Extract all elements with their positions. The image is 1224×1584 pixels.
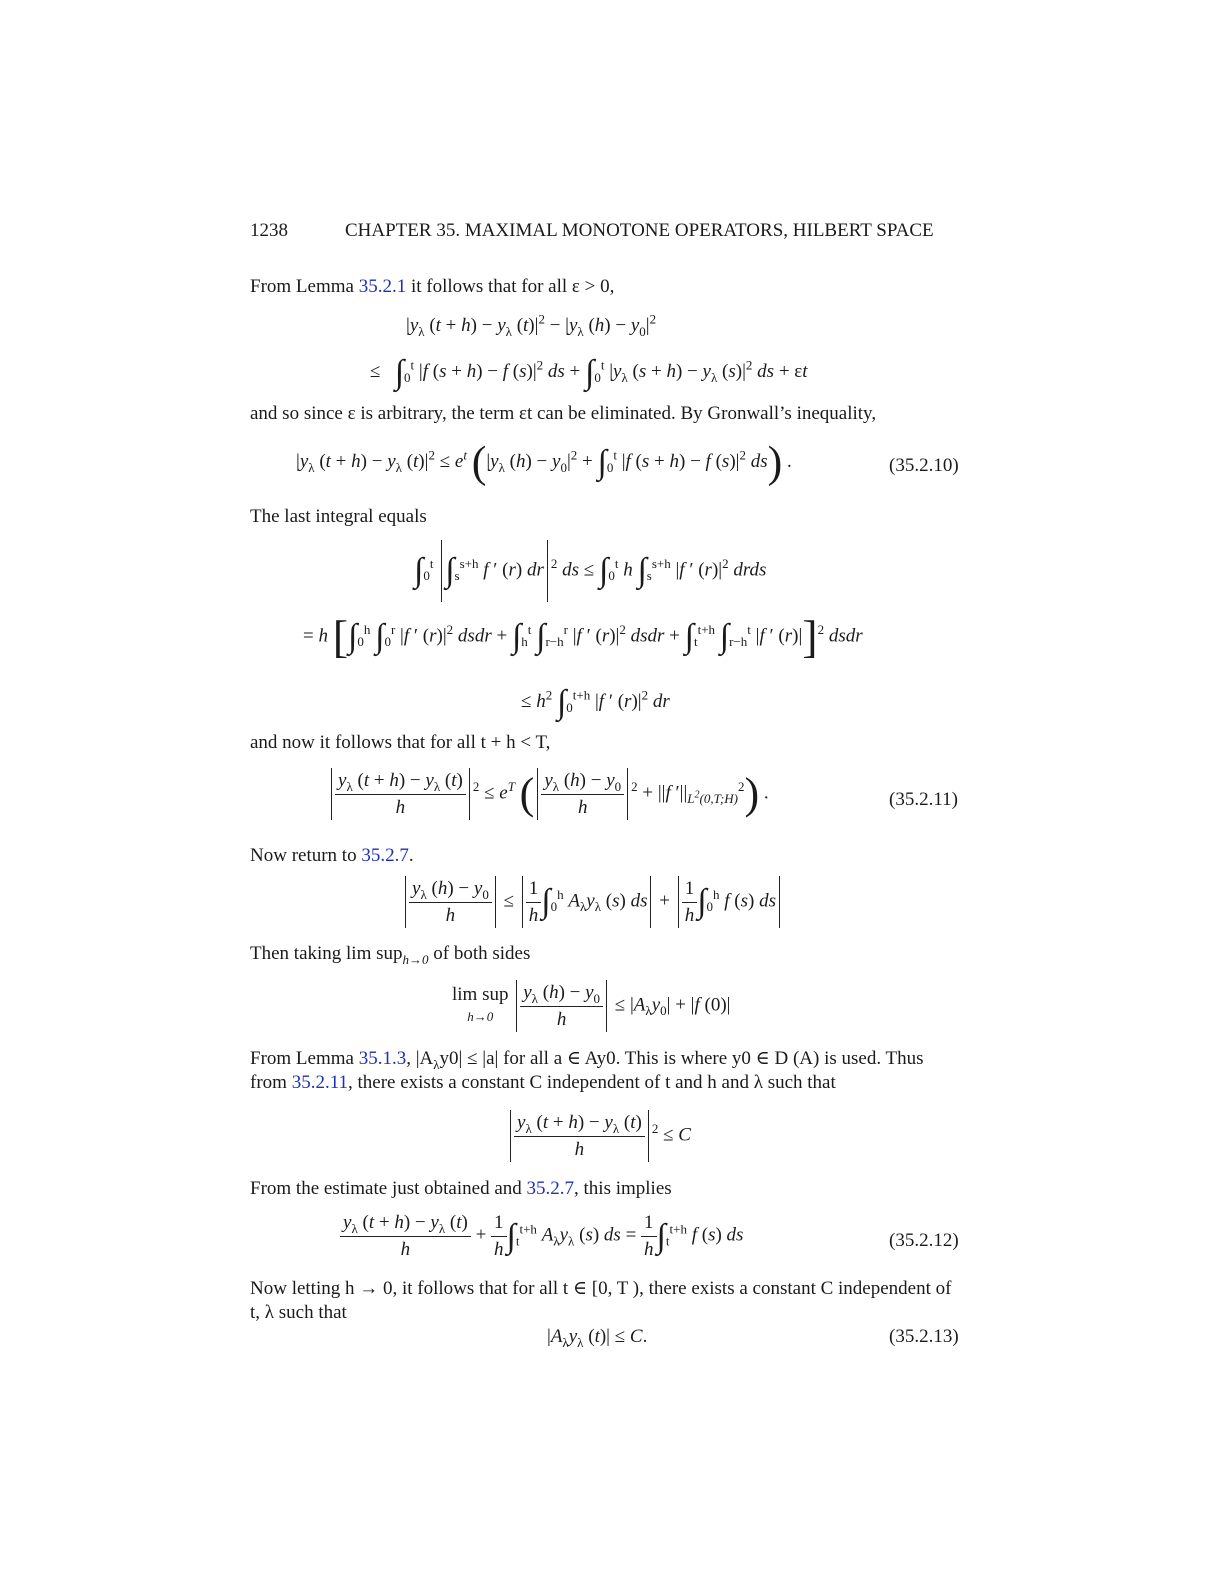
text-span: From Lemma (250, 1048, 359, 1069)
equation-line: = h [$\int_0^h$ $\int_0^r$ |f ′ $(r)|^2$ dsdr + $\int_h^t$ $\int_{r-h}^r$ |f ′ $(r)|^2$ dsdr + $\int_t^{t+h}$ $\int_{r-h}^t$ |f ′ (r)|]$^2$ dsdr (303, 611, 863, 662)
text-span: , |A (406, 1048, 434, 1069)
equation-link[interactable]: 35.2.7 (361, 845, 409, 866)
paragraph-now-follows: and now it follows that for all t + h < T, (250, 732, 551, 753)
equation-line: $\int_0^t$ $\int_s^{s+h}$ f ′ (r) dr $^2$ ds ≤ $\int_0^t$ h $\int_s^{s+h}$ |f ′ $(r)|^2$ drds (414, 540, 766, 602)
paragraph-letting-h: Now letting h → 0, it follows that for all t ∈ [0, T ), there exists a constant C independent of (250, 1278, 952, 1299)
page-number: 1238 (250, 220, 288, 241)
paragraph-lemma-intro (250, 277, 614, 296)
equation-line: ≤ $h^2$ $\int_0^{t+h}$ |f ′ $(r)|^2$ dr (521, 684, 670, 721)
paragraph-return (250, 846, 414, 865)
equation-line: ≤ $\int_0^t$ |f (s + h) − f $(s)|^2$ ds + $\int_0^t$ $|y_\lambda$ $(s + h) - y_\lambda$ $(s)|^2$ ds + εt (370, 354, 808, 391)
running-header: CHAPTER 35. MAXIMAL MONOTONE OPERATORS, HILBERT SPACE (345, 220, 934, 241)
equation-line: $\frac{y_\lambda (h) - y_0}{h}$ ≤ $\frac{1}{h}$ $\int_0^h$ $A_\lambda y_\lambda$ (s) ds + $\frac{1}{h}$ $\int_0^h$ f (s) ds (402, 876, 783, 928)
text-span: it follows that for all ε > 0, (406, 276, 615, 297)
text-span: , this implies (574, 1178, 672, 1199)
paragraph-constant (250, 1073, 836, 1092)
equation-link[interactable]: 35.2.11 (291, 1072, 348, 1093)
text-span: of both sides (428, 943, 531, 964)
equation-link[interactable]: 35.2.7 (526, 1178, 575, 1199)
text-span: , there exists a constant C independent of t and h and λ such that (347, 1072, 836, 1093)
text-span: From Lemma (250, 276, 359, 297)
equation-35-2-11: $\frac{y_\lambda (t + h) - y_\lambda (t)}{h}$ $^2 \le e^T$ ( $\frac{y_\lambda (h) - y_0}{h}$ $^2$ + ||f $'||_{L^2(0,T;H)}^2$) . (328, 768, 769, 820)
text-span: Then taking lim sup (250, 943, 403, 964)
paragraph-estimate (250, 1179, 672, 1198)
equation-number: (35.2.12) (889, 1230, 959, 1251)
text-span: . (408, 845, 414, 866)
text-span: From the estimate just obtained and (250, 1178, 527, 1199)
equation-line: $|y_\lambda$ $(t + h) - y_\lambda$ $(t)|^2 - |y_\lambda$ $(h) - y_0|^2$ (406, 311, 657, 339)
equation-35-2-12: $\frac{y_\lambda (t + h) - y_\lambda (t)}{h}$ + $\frac{1}{h}$ $\int_t^{t+h}$ $A_\lambda y_\lambda$ (s) ds = $\frac{1}{h}$ $\int_t^{t+h}$ f (s) ds (340, 1212, 743, 1261)
text-span: y0| ≤ |a| for all a ∈ Ay0. This is where y0 ∈ D (A) is used. Thus (439, 1048, 924, 1069)
text-span: from (250, 1072, 292, 1093)
text-span: h→0 (402, 951, 429, 967)
paragraph-limsup (250, 943, 531, 967)
equation-35-2-13: $|A_\lambda y_\lambda$ (t)| ≤ C. (547, 1326, 648, 1350)
equation-line: lim sup h→0 $\frac{y_\lambda (h) - y_0}{h}$ ≤ $|A_\lambda y_0| + |f$ (0)| (452, 980, 730, 1032)
equation-number: (35.2.11) (889, 789, 958, 810)
paragraph-last-integral: The last integral equals (250, 506, 427, 527)
equation-number: (35.2.13) (889, 1326, 959, 1347)
equation-number: (35.2.10) (889, 455, 959, 476)
text-span: Now return to (250, 845, 362, 866)
equation-line: $\frac{y_\lambda (t + h) - y_\lambda (t)}{h}$ $^2$ ≤ C (507, 1110, 691, 1162)
equation-35-2-10: $|y_\lambda$ $(t + h) - y_\lambda$ $(t)|^2 \le e^t$ ($|y_\lambda$ $(h) - y_0|^2 + \int_0^t$ |f (s + h) − f $(s)|^2$ ds) . (296, 437, 792, 487)
paragraph-gronwall: and so since ε is arbitrary, the term εt can be eliminated. By Gronwall’s inequality, (250, 403, 877, 424)
lemma-link[interactable]: 35.2.1 (358, 276, 407, 297)
lemma-link[interactable]: 35.1.3 (358, 1048, 407, 1069)
paragraph-lemma-bound: From Lemma 35.1.3, $|A_\lambda y0| \le |a|$ for all a ∈ Ay0. This is where y0 ∈ D (A) is used. Thus (250, 1048, 924, 1072)
paragraph-such-that: t, λ such that (250, 1302, 347, 1323)
